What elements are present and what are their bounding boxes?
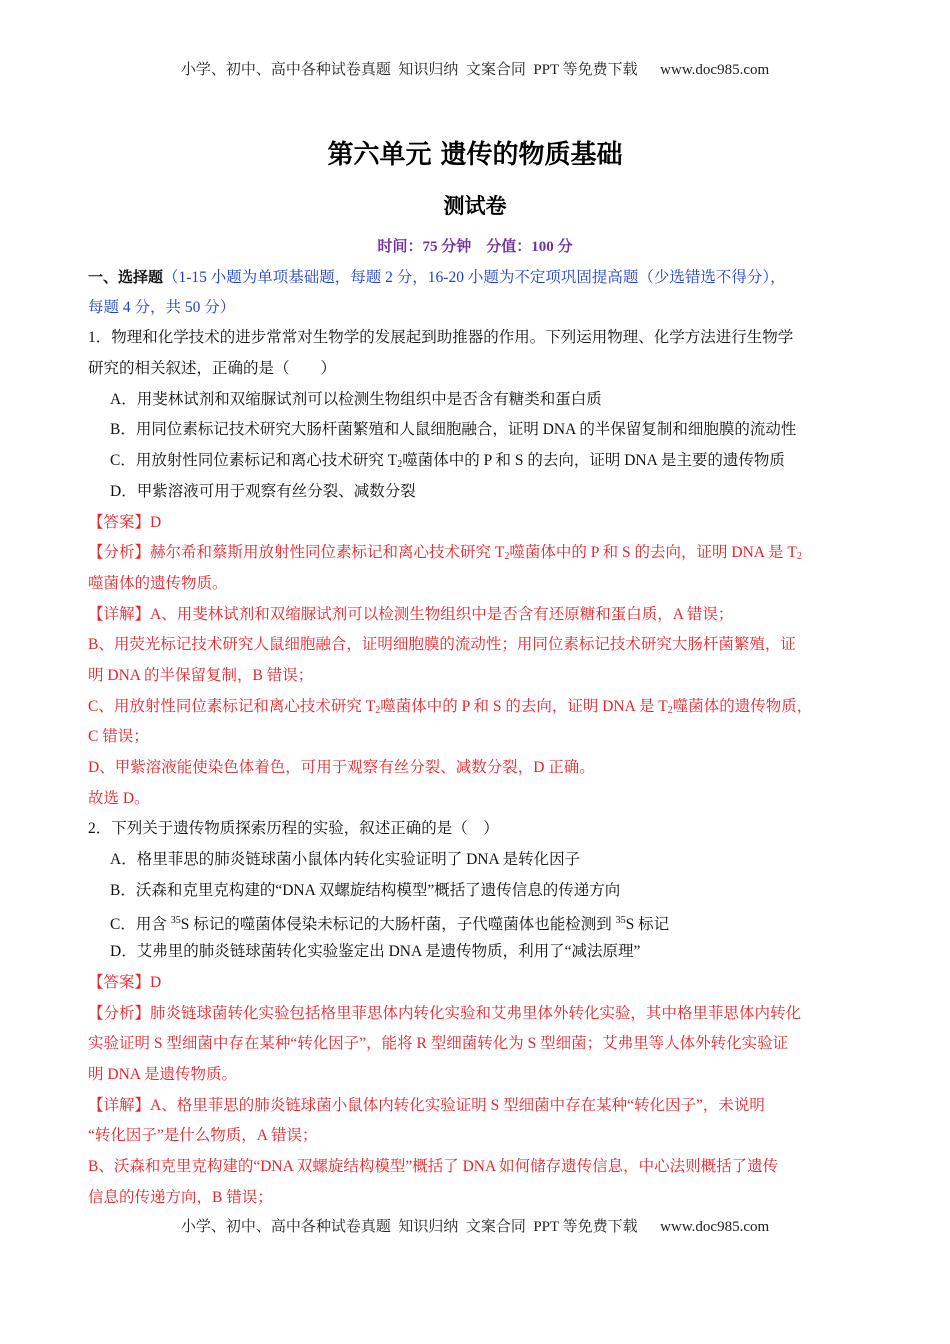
question-1-option-d: D．甲紫溶液可用于观察有丝分裂、减数分裂 bbox=[110, 482, 416, 500]
page-subtitle: 测试卷 bbox=[443, 194, 507, 218]
question-2-answer: 【答案】D bbox=[88, 973, 162, 991]
question-1-detail-a: 【详解】A、用斐林试剂和双缩脲试剂可以检测生物组织中是否含有还原糖和蛋白质，A 错误； bbox=[88, 605, 734, 623]
question-2-detail-b-cont: 信息的传递方向，B 错误； bbox=[88, 1188, 273, 1206]
question-2-option-d: D．艾弗里的肺炎链球菌转化实验鉴定出 DNA 是遗传物质，利用了“减法原理” bbox=[110, 943, 641, 961]
question-1-detail-d: D、甲紫溶液能使染色体着色，可用于观察有丝分裂、减数分裂，D 正确。 bbox=[88, 759, 595, 776]
question-1-detail-c-cont: C 错误； bbox=[88, 728, 149, 746]
page-title: 第六单元 遗传的物质基础 bbox=[327, 140, 623, 170]
question-2-option-c: C．用含 $^{35}$S 标记的噬菌体侵染未标记的大肠杆菌，子代噬菌体也能检测到 $^{35}$S 标记 bbox=[110, 915, 670, 934]
question-1-analysis: 【分析】赫尔希和蔡斯用放射性同位素标记和离心技术研究 $T_2$噬菌体中的 P 和 S 的去向，证明 DNA 是 $T_2$ bbox=[88, 544, 802, 563]
question-2-analysis-cont2: 明 DNA 是遗传物质。 bbox=[88, 1065, 237, 1083]
section-title: 一、选择题 bbox=[88, 268, 164, 286]
question-2-stem: 2．下列关于遗传物质探索历程的实验，叙述正确的是（ ） bbox=[88, 820, 499, 838]
exam-meta: 时间：75 分钟 分值：100 分 bbox=[377, 239, 573, 255]
question-1-analysis-cont: 噬菌体的遗传物质。 bbox=[88, 574, 228, 592]
question-1-option-c: C．用放射性同位素标记和离心技术研究 $T_2$噬菌体中的 P 和 S 的去向，证明 DNA 是主要的遗传物质 bbox=[110, 452, 785, 471]
question-1-detail-c: C、用放射性同位素标记和离心技术研究 $T_2$噬菌体中的 P 和 S 的去向，证明 DNA 是 $T_2$噬菌体的遗传物质， bbox=[88, 697, 813, 716]
question-1-answer: 【答案】D bbox=[88, 513, 162, 531]
question-2-detail-a-cont: “转化因子”是什么物质，A 错误； bbox=[88, 1127, 318, 1145]
page-footer: 小学、初中、高中各种试卷真题 知识归纳 文案合同 PPT 等免费下载 www.doc985.com bbox=[180, 1219, 770, 1235]
question-2-analysis: 【分析】肺炎链球菌转化实验包括格里菲思体内转化实验和艾弗里体外转化实验，其中格里菲思体内转化 bbox=[88, 1004, 802, 1022]
question-2-analysis-cont: 实验证明 S 型细菌中存在某种“转化因子”，能将 R 型细菌转化为 S 型细菌；艾弗里等人体外转化实验证 bbox=[88, 1035, 789, 1053]
question-1-option-b: B．用同位素标记技术研究大肠杆菌繁殖和人鼠细胞融合，证明 DNA 的半保留复制和细胞膜的流动性 bbox=[110, 421, 797, 439]
question-1-stem-cont: 研究的相关叙述，正确的是（ ） bbox=[88, 360, 337, 378]
section-heading bbox=[88, 262, 863, 293]
question-1-conclusion: 故选 D。 bbox=[88, 789, 150, 807]
question-2-detail-b: B、沃森和克里克构建的“DNA 双螺旋结构模型”概括了 DNA 如何储存遗传信息，中心法则概括了遗传 bbox=[88, 1157, 779, 1175]
section-note: （1-15 小题为单项基础题，每题 2 分，16-20 小题为不定项巩固提高题（少选错选不得分）， bbox=[163, 269, 786, 286]
question-2-detail-a: 【详解】A、格里菲思的肺炎链球菌小鼠体内转化实验证明 S 型细菌中存在某种“转化因子”，未说明 bbox=[88, 1096, 765, 1114]
question-1-detail-b-cont: 明 DNA 的半保留复制，B 错误； bbox=[88, 666, 314, 684]
question-1-option-a: A．用斐林试剂和双缩脲试剂可以检测生物组织中是否含有糖类和蛋白质 bbox=[110, 390, 602, 408]
question-1-detail-b: B、用荧光标记技术研究人鼠细胞融合，证明细胞膜的流动性；用同位素标记技术研究大肠杆菌繁殖，证 bbox=[88, 636, 796, 654]
question-2-option-b: B．沃森和克里克构建的“DNA 双螺旋结构模型”概括了遗传信息的传递方向 bbox=[110, 881, 621, 899]
page-header: 小学、初中、高中各种试卷真题 知识归纳 文案合同 PPT 等免费下载 www.doc985.com bbox=[180, 62, 770, 78]
question-1-stem: 1．物理和化学技术的进步常常对生物学的发展起到助推器的作用。下列运用物理、化学方法进行生物学 bbox=[88, 329, 794, 347]
document-body bbox=[88, 262, 863, 1213]
question-2-option-a: A．格里菲思的肺炎链球菌小鼠体内转化实验证明了 DNA 是转化因子 bbox=[110, 851, 581, 869]
section-note-cont: 每题 4 分，共 50 分） bbox=[88, 298, 236, 316]
